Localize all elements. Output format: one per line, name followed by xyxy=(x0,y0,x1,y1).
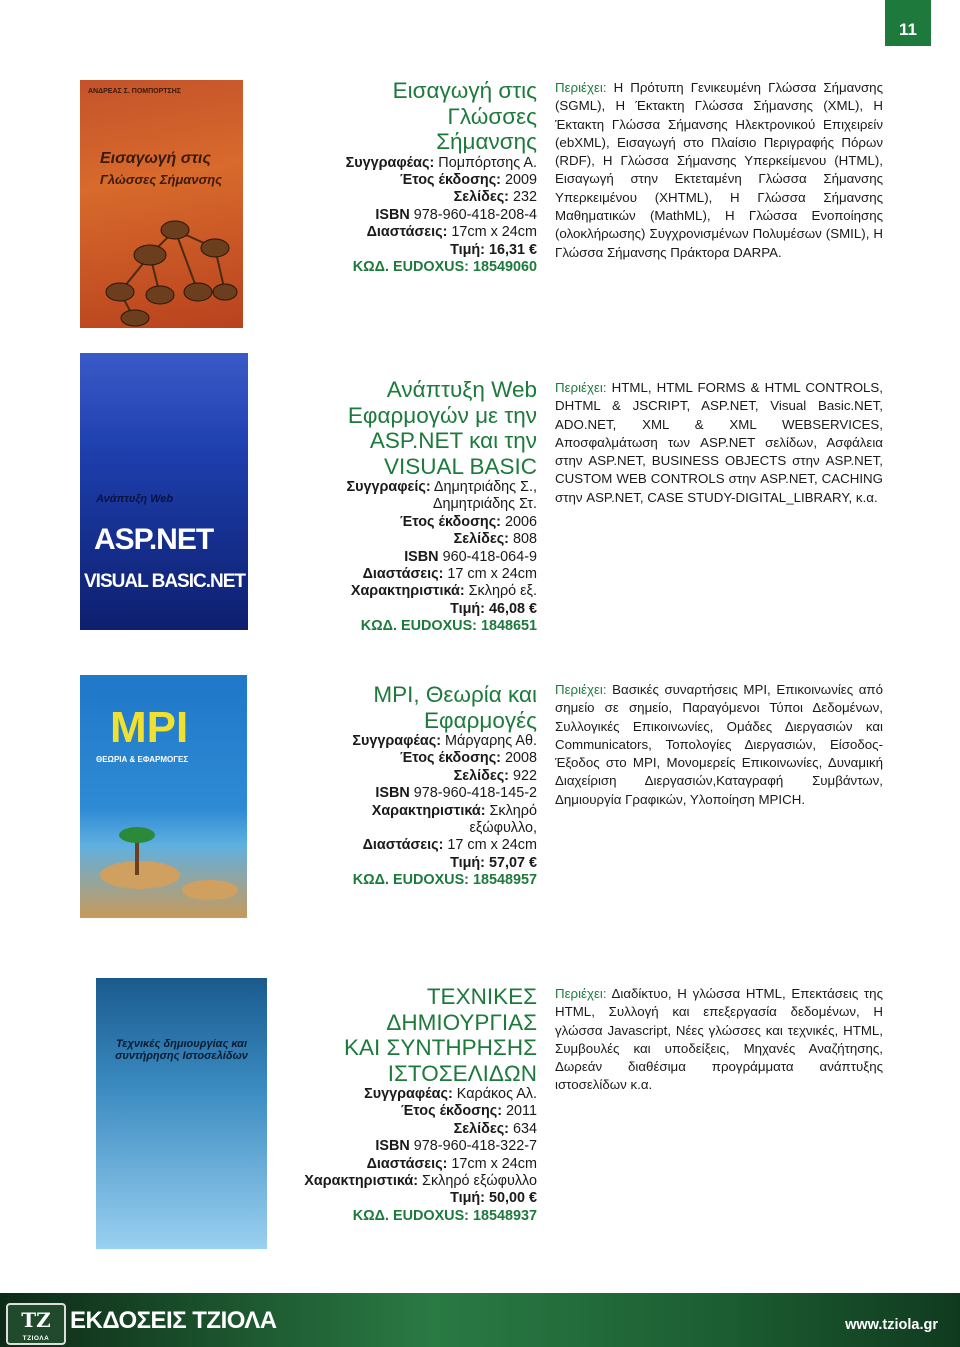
book-detail-line: Έτος έκδοσης: 2006 xyxy=(399,513,537,530)
cover-title-2: VISUAL BASIC.NET xyxy=(84,571,246,592)
book-detail-line: Σελίδες: 634 xyxy=(453,1120,537,1137)
book-detail-line: Έτος έκδοσης: 2011 xyxy=(401,1103,537,1120)
book-contents-1: Περιέχει: Η Πρότυπη Γενικευμένη Γλώσσα Σήμανσης (SGML), Η Έκτακτη Γλώσσα Σήμανσης (XML), Η Έκτακτη Γλώσσα Σήμανσης Ηλεκτρονικού Επιχειρείν (ebXML), Εισαγωγή στο Πλαίσιο Περιγραφής Πόρων (RDF), Η Γλώσσα Σήμανσης Υπερκείμενου (HTML), Εισαγωγή στην Εκτεταμένη Γλώσσα Σήμανσης Υπερκειμένου (XHTML), Η Γλώσσα Σήμανσης Μαθηματικών (MathML), Η Γλώσσα Ενοποίησης (ολοκλήρωσης) Συγχρονισμένων Πολυμέσων (SMIL), Η Γλώσσα Σήμανσης Πράκτορα DARPA. xyxy=(555,80,883,260)
cover-island-illustration xyxy=(80,675,247,918)
publisher-logo: ΤΖ ΤΖΙΟΛΑ xyxy=(6,1303,66,1345)
book-detail-line: Διαστάσεις: 17cm x 24cm xyxy=(366,1155,537,1172)
book-title-4: ΤΕΧΝΙΚΕΣ ΔΗΜΙΟΥΡΓΙΑΣ ΚΑΙ ΣΥΝΤΗΡΗΣΗΣ ΙΣΤΟΣΕΛΙΔΩΝ xyxy=(344,984,537,1086)
book-detail-line: Δημητριάδης Στ. xyxy=(432,496,537,513)
cover-title: MPI xyxy=(110,703,189,752)
book-detail-line: Χαρακτηριστικά: Σκληρό εξώφυλλο xyxy=(304,1173,537,1190)
page-number: 11 xyxy=(885,0,931,46)
book-cover-1 xyxy=(80,80,243,328)
book-detail-line: Χαρακτηριστικά: Σκληρό xyxy=(371,802,537,819)
book-eudoxus-code: ΚΩΔ. EUDOXUS: 1848651 xyxy=(360,618,537,635)
book-eudoxus-code: ΚΩΔ. EUDOXUS: 18548937 xyxy=(352,1207,537,1224)
book-title-3: MPI, Θεωρία και Εφαρμογές xyxy=(373,682,537,733)
book-price: Τιμή: 50,00 € xyxy=(450,1190,537,1207)
cover-title: ASP.NET xyxy=(94,523,214,556)
book-contents-4: Περιέχει: Διαδίκτυο, Η γλώσσα HTML, Επεκτάσεις της HTML, Συλλογή και επεξεργασία δεδομένων, Η γλώσσα Javascript, Νέες γλώσσες και τεχνικές, HTML, Συμβουλές και υποδείξεις, Μηχανές Αναζήτησης, Δωρεάν διαθέσιμα προγράμματα ανάπτυξης ιστοσελίδων κ.α. xyxy=(555,986,883,1093)
book-title-1: Εισαγωγή στις Γλώσσες Σήμανσης xyxy=(392,78,537,154)
publisher-name: ΕΚΔΟΣΕΙΣ ΤΖΙΟΛΑ xyxy=(70,1307,277,1334)
cover-author: ΑΝΔΡΕΑΣ Σ. ΠΟΜΠΟΡΤΣΗΣ xyxy=(88,88,182,95)
book-price: Τιμή: 16,31 € xyxy=(450,241,537,258)
website-link[interactable]: www.tziola.gr xyxy=(845,1317,938,1333)
book-details-4 xyxy=(267,984,537,1225)
book-details-3 xyxy=(277,682,537,890)
cover-subtitle: Γλώσσες Σήμανσης xyxy=(100,172,223,187)
book-detail-line: Διαστάσεις: 17 cm x 24cm xyxy=(362,837,537,854)
cover-subtitle: ΘΕΩΡΙΑ & ΕΦΑΡΜΟΓΕΣ xyxy=(96,755,189,764)
book-detail-line: Διαστάσεις: 17 cm x 24cm xyxy=(362,566,537,583)
book-details-1 xyxy=(277,78,537,276)
footer-banner xyxy=(0,1293,960,1347)
book-detail-line: εξώφυλλο, xyxy=(469,820,537,837)
book-cover-3 xyxy=(80,675,247,918)
book-price: Τιμή: 46,08 € xyxy=(450,600,537,617)
book-cover-4 xyxy=(96,978,267,1249)
book-detail-line: Έτος έκδοσης: 2008 xyxy=(399,750,537,767)
book-detail-line: ISBN 978-960-418-322-7 xyxy=(375,1138,537,1155)
book-detail-line: Σελίδες: 808 xyxy=(453,531,537,548)
cover-title: Τεχνικές δημιουργίας και συντήρησης Ιστοσελίδων xyxy=(115,1038,248,1062)
book-detail-line: Έτος έκδοσης: 2009 xyxy=(399,171,537,188)
book-detail-line: Συγγραφέας: Πομπόρτσης Α. xyxy=(345,154,537,171)
book-detail-line: Συγγραφέας: Καράκος Αλ. xyxy=(364,1086,537,1102)
book-detail-line: Χαρακτηριστικά: Σκληρό εξ. xyxy=(350,583,537,600)
book-details-2 xyxy=(277,377,537,636)
book-detail-line: Διαστάσεις: 17cm x 24cm xyxy=(366,224,537,241)
book-detail-line: ISBN 960-418-064-9 xyxy=(404,548,537,565)
cover-subtitle: Ανάπτυξη Web xyxy=(96,493,174,505)
book-detail-line: Σελίδες: 922 xyxy=(453,767,537,784)
book-contents-3: Περιέχει: Βασικές συναρτήσεις MPI, Επικοινωνίες από σημείο σε σημείο, Παραγόμενοι Τύποι Δεδομένων, Συλλογικές Επικοινωνίες, Ομάδες Διεργασιών και Communicators, Τοπολογίες Διεργασιών, Είσοδος-Έξοδος στο MPI, Μονομερείς Επικοινωνίες, Δυναμική Διαχείριση Διεργασιών,Καταγραφή Συμβάντων, Δημιουργία Γραφικών, Υλοποίηση MPICH. xyxy=(555,682,883,807)
book-eudoxus-code: ΚΩΔ. EUDOXUS: 18548957 xyxy=(352,872,537,889)
cover-title: Εισαγωγή στις xyxy=(100,150,211,167)
book-detail-line: Σελίδες: 232 xyxy=(453,189,537,206)
book-detail-line: Συγγραφέας: Μάργαρης Αθ. xyxy=(352,733,537,749)
book-contents-2: Περιέχει: HTML, HTML FORMS & HTML CONTROLS, DHTML & JSCRIPT, ASP.NET, Visual Basic.NET, ADO.NET, XML & XML WEBSERVICES, Αποσφαλμάτωση των ASP.NET σελίδων, Ασφάλεια στην ASP.NET, BUSINESS OBJECTS στην ASP.NET, CUSTOM WEB CONTROLS στην ASP.NET, CACHING στην ASP.NET, CASE STUDY-DIGITAL_LIBRARY, κ.α. xyxy=(555,380,883,505)
book-detail-line: ISBN 978-960-418-208-4 xyxy=(375,206,537,223)
book-detail-line: ISBN 978-960-418-145-2 xyxy=(375,785,537,802)
cover-graph-illustration xyxy=(80,80,243,328)
book-price: Τιμή: 57,07 € xyxy=(450,854,537,871)
book-eudoxus-code: ΚΩΔ. EUDOXUS: 18549060 xyxy=(352,258,537,275)
book-detail-line: Συγγραφείς: Δημητριάδης Σ., xyxy=(346,479,537,495)
book-title-2: Ανάπτυξη Web Εφαρμογών με την ASP.NET και την VISUAL BASIC xyxy=(347,377,537,479)
book-cover-2 xyxy=(80,353,248,630)
